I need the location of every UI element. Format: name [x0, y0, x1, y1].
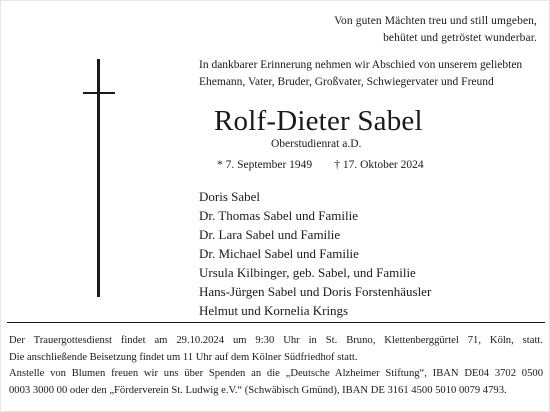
service-info-line-1: Der Trauergottesdienst findet am 29.10.2024 um 9:30 Uhr in St. Bruno, Klettenberggürtel 71, Köln, statt. [9, 335, 543, 346]
mourner-item: Dr. Thomas Sabel und Familie [199, 208, 358, 223]
divider-line [7, 322, 545, 323]
intro-text [199, 57, 522, 91]
cross-vertical-bar [97, 59, 100, 297]
motto-quote [334, 13, 537, 47]
death-date: † 17. Oktober 2024 [334, 159, 424, 171]
intro-line-1: In dankbarer Erinnerung nehmen wir Abschied von unserem geliebten [199, 59, 523, 71]
mourner-item: Ursula Kilbinger, geb. Sabel, und Familie [199, 265, 416, 280]
donation-info-line-1: Anstelle von Blumen freuen wir uns über Spenden an die „Deutsche Alzheimer Stiftung“, IBAN DE04 3702 0500 [9, 368, 543, 380]
intro-line-2: Ehemann, Vater, Bruder, Großvater, Schwiegervater und Freund [199, 76, 494, 88]
service-info-line-2: Die anschließende Beisetzung findet um 11 Uhr auf dem Kölner Südfriedhof statt. [9, 351, 358, 363]
deceased-title: Oberstudienrat a.D. [271, 138, 362, 150]
footer-info [9, 333, 543, 399]
mourner-item: Helmut und Kornelia Krings [199, 303, 349, 318]
mourner-item: Hans-Jürgen Sabel und Doris Forstenhäusler [199, 284, 432, 299]
cross-symbol [83, 59, 115, 297]
motto-line-2: behütet und getröstet wunderbar. [383, 32, 537, 44]
mourner-item: Dr. Lara Sabel und Familie [199, 227, 341, 242]
mourner-item: Doris Sabel [199, 189, 261, 204]
donation-info-line-2: 0003 3000 00 oder den „Förderverein St. Ludwig e.V.“ (Schwäbisch Gmünd), IBAN DE 3161 4500 5010 0079 4793. [9, 384, 507, 396]
cross-horizontal-bar [83, 92, 115, 94]
motto-line-1: Von guten Mächten treu und still umgeben, [334, 15, 537, 27]
mourners-list [199, 187, 431, 320]
birth-date: * 7. September 1949 [217, 159, 313, 171]
life-dates [217, 158, 424, 173]
mourner-item: Dr. Michael Sabel und Familie [199, 246, 359, 261]
deceased-name: Rolf-Dieter Sabel [214, 105, 423, 137]
